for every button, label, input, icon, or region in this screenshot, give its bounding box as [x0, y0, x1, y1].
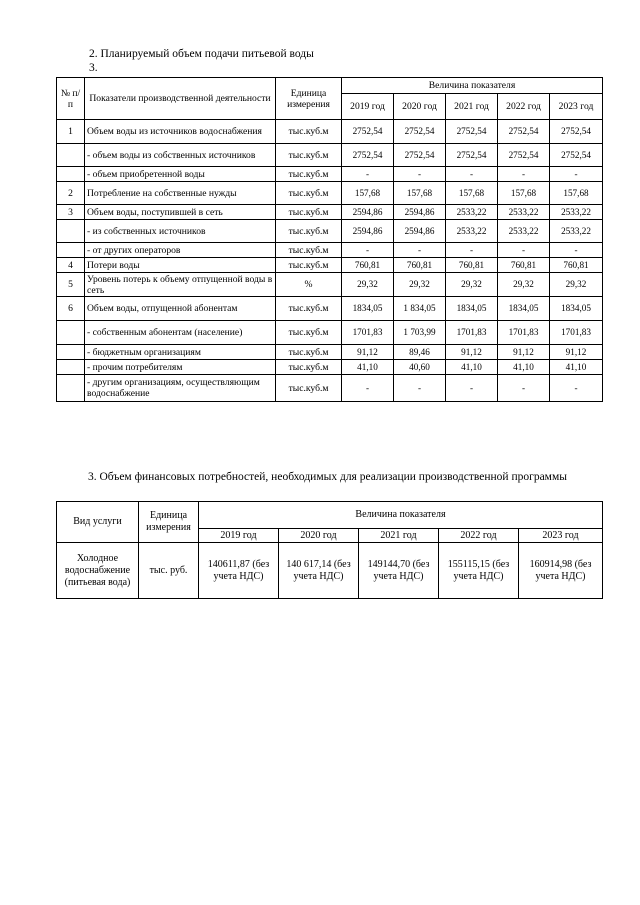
row-unit: тыс.куб.м	[276, 120, 342, 144]
section-3-number: 3.	[89, 62, 98, 74]
row-value: 157,68	[498, 182, 550, 205]
row-value: 29,32	[342, 273, 394, 297]
water-supply-table	[56, 77, 603, 402]
service-value: 140611,87 (без учета НДС)	[199, 543, 279, 599]
section-2-title: 2. Планируемый объем подачи питьевой воды	[89, 48, 314, 60]
row-label: Объем воды, отпущенной абонентам	[85, 297, 276, 321]
row-value: -	[342, 243, 394, 258]
row-value: -	[394, 243, 446, 258]
row-num	[57, 220, 85, 243]
row-num	[57, 321, 85, 345]
row-value: 41,10	[446, 360, 498, 375]
row-value: 29,32	[446, 273, 498, 297]
row-value: 29,32	[550, 273, 603, 297]
row-unit: тыс.куб.м	[276, 297, 342, 321]
service-value: 149144,70 (без учета НДС)	[359, 543, 439, 599]
row-value: 2533,22	[498, 205, 550, 220]
row-value: 1701,83	[342, 321, 394, 345]
row-label: Потребление на собственные нужды	[85, 182, 276, 205]
row-value: 760,81	[446, 258, 498, 273]
row-value: 2594,86	[394, 220, 446, 243]
row-value: 157,68	[550, 182, 603, 205]
header-year: 2023 год	[550, 94, 603, 120]
row-value: 91,12	[446, 345, 498, 360]
row-value: 1 703,99	[394, 321, 446, 345]
row-value: 1701,83	[550, 321, 603, 345]
header-year: 2022 год	[439, 529, 519, 543]
header-year: 2019 год	[342, 94, 394, 120]
row-value: -	[394, 375, 446, 402]
row-label: Объем воды, поступившей в сеть	[85, 205, 276, 220]
row-value: 2594,86	[342, 220, 394, 243]
row-value: 89,46	[394, 345, 446, 360]
service-value: 140 617,14 (без учета НДС)	[279, 543, 359, 599]
row-value: 1834,05	[446, 297, 498, 321]
table-row	[57, 205, 603, 220]
row-value: 29,32	[498, 273, 550, 297]
row-value: 760,81	[342, 258, 394, 273]
service-unit: тыс. руб.	[139, 543, 199, 599]
row-value: 2752,54	[498, 144, 550, 167]
table-row	[57, 273, 603, 297]
row-label: Потери воды	[85, 258, 276, 273]
row-value: 41,10	[342, 360, 394, 375]
row-value: 2533,22	[550, 220, 603, 243]
table-row	[57, 297, 603, 321]
row-value: 1834,05	[342, 297, 394, 321]
row-num: 3	[57, 205, 85, 220]
row-value: 91,12	[550, 345, 603, 360]
header-value: Величина показателя	[342, 78, 603, 94]
row-num: 5	[57, 273, 85, 297]
row-unit: тыс.куб.м	[276, 220, 342, 243]
financial-needs-table	[56, 501, 603, 599]
table-row	[57, 182, 603, 205]
row-value: -	[498, 167, 550, 182]
row-value: 29,32	[394, 273, 446, 297]
row-value: 40,60	[394, 360, 446, 375]
row-num	[57, 243, 85, 258]
header-year: 2020 год	[279, 529, 359, 543]
row-num: 6	[57, 297, 85, 321]
row-unit: тыс.куб.м	[276, 205, 342, 220]
row-label: - из собственных источников	[85, 220, 276, 243]
row-label: - прочим потребителям	[85, 360, 276, 375]
row-value: 2533,22	[446, 205, 498, 220]
row-value: 760,81	[394, 258, 446, 273]
table-row	[57, 345, 603, 360]
row-value: 157,68	[394, 182, 446, 205]
row-value: -	[446, 243, 498, 258]
row-label: - от других операторов	[85, 243, 276, 258]
row-unit: %	[276, 273, 342, 297]
row-value: -	[550, 167, 603, 182]
row-value: -	[498, 243, 550, 258]
table-row	[57, 220, 603, 243]
row-value: -	[498, 375, 550, 402]
row-value: 2594,86	[342, 205, 394, 220]
row-value: 2594,86	[394, 205, 446, 220]
row-value: 2752,54	[342, 144, 394, 167]
row-unit: тыс.куб.м	[276, 182, 342, 205]
row-value: 1701,83	[446, 321, 498, 345]
row-value: 2752,54	[394, 144, 446, 167]
row-value: 91,12	[498, 345, 550, 360]
header-unit: Единица измерения	[139, 502, 199, 543]
row-value: 1 834,05	[394, 297, 446, 321]
row-value: 2533,22	[446, 220, 498, 243]
row-value: -	[342, 375, 394, 402]
row-value: 2752,54	[446, 144, 498, 167]
row-label: - объем воды из собственных источников	[85, 144, 276, 167]
table-row	[57, 258, 603, 273]
row-value: -	[550, 375, 603, 402]
row-value: 41,10	[498, 360, 550, 375]
row-value: 2752,54	[498, 120, 550, 144]
row-value: -	[394, 167, 446, 182]
row-value: 2752,54	[394, 120, 446, 144]
header-year: 2023 год	[519, 529, 603, 543]
header-unit: Единица измерения	[276, 78, 342, 120]
row-label: - другим организациям, осуществляющим водоснабжение	[85, 375, 276, 402]
header-num: № п/п	[57, 78, 85, 120]
service-value: 155115,15 (без учета НДС)	[439, 543, 519, 599]
row-value: 1834,05	[550, 297, 603, 321]
row-num	[57, 144, 85, 167]
row-num: 1	[57, 120, 85, 144]
row-value: -	[550, 243, 603, 258]
header-service: Вид услуги	[57, 502, 139, 543]
row-value: 2752,54	[550, 144, 603, 167]
row-value: 2752,54	[550, 120, 603, 144]
table-row	[57, 120, 603, 144]
row-unit: тыс.куб.м	[276, 258, 342, 273]
header-year: 2021 год	[359, 529, 439, 543]
row-value: 760,81	[550, 258, 603, 273]
header-year: 2019 год	[199, 529, 279, 543]
row-num	[57, 375, 85, 402]
row-label: - бюджетным организациям	[85, 345, 276, 360]
row-num	[57, 167, 85, 182]
row-label: Объем воды из источников водоснабжения	[85, 120, 276, 144]
row-value: 91,12	[342, 345, 394, 360]
row-unit: тыс.куб.м	[276, 360, 342, 375]
row-num	[57, 345, 85, 360]
row-value: -	[342, 167, 394, 182]
table-row	[57, 321, 603, 345]
row-value: -	[446, 375, 498, 402]
row-value: 157,68	[342, 182, 394, 205]
table-row	[57, 243, 603, 258]
header-indicator: Показатели производственной деятельности	[85, 78, 276, 120]
row-value: 2533,22	[498, 220, 550, 243]
service-value: 160914,98 (без учета НДС)	[519, 543, 603, 599]
row-value: 157,68	[446, 182, 498, 205]
row-num: 4	[57, 258, 85, 273]
row-label: Уровень потерь к объему отпущенной воды в сеть	[85, 273, 276, 297]
row-value: 760,81	[498, 258, 550, 273]
table-row	[57, 375, 603, 402]
row-value: 2752,54	[342, 120, 394, 144]
section-3-title: 3. Объем финансовых потребностей, необходимых для реализации производственной программы	[88, 471, 567, 483]
service-name: Холодное водоснабжение (питьевая вода)	[57, 543, 139, 599]
row-unit: тыс.куб.м	[276, 243, 342, 258]
row-value: -	[446, 167, 498, 182]
row-value: 2533,22	[550, 205, 603, 220]
header-year: 2020 год	[394, 94, 446, 120]
header-year: 2021 год	[446, 94, 498, 120]
table-row	[57, 144, 603, 167]
row-num	[57, 360, 85, 375]
header-value: Величина показателя	[199, 502, 603, 529]
row-label: - собственным абонентам (население)	[85, 321, 276, 345]
row-value: 1701,83	[498, 321, 550, 345]
row-num: 2	[57, 182, 85, 205]
row-value: 2752,54	[446, 120, 498, 144]
row-unit: тыс.куб.м	[276, 167, 342, 182]
row-unit: тыс.куб.м	[276, 345, 342, 360]
table-row	[57, 360, 603, 375]
table-row	[57, 167, 603, 182]
row-label: - объем приобретенной воды	[85, 167, 276, 182]
row-value: 41,10	[550, 360, 603, 375]
row-value: 1834,05	[498, 297, 550, 321]
row-unit: тыс.куб.м	[276, 144, 342, 167]
row-unit: тыс.куб.м	[276, 321, 342, 345]
header-year: 2022 год	[498, 94, 550, 120]
row-unit: тыс.куб.м	[276, 375, 342, 402]
